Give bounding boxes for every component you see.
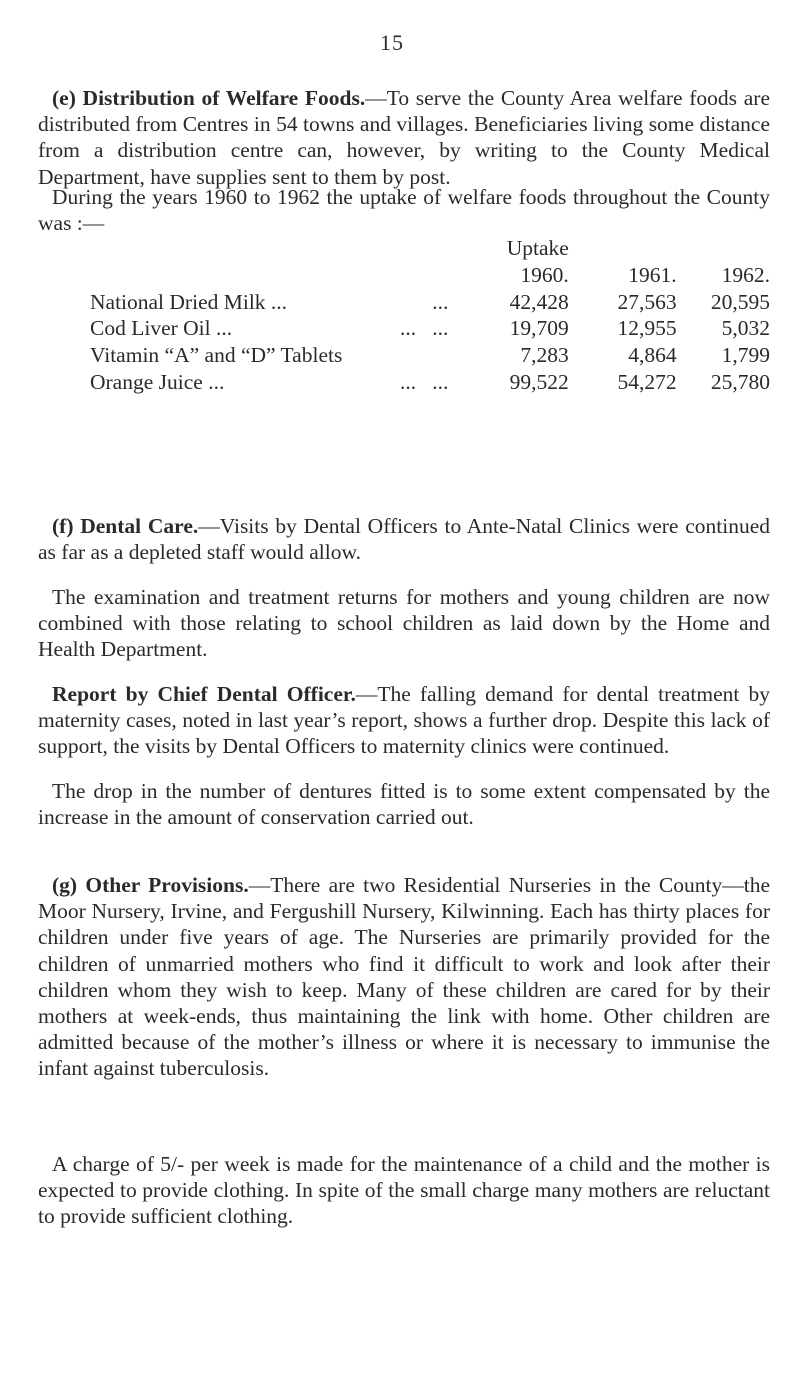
dental-report-paragraph bbox=[38, 681, 770, 760]
value-1961: 27,563 bbox=[617, 289, 677, 314]
section-f-paragraph-2: The examination and treatment returns for mothers and young children are now combined with those relating to school children as laid down by the Home and Health Department. bbox=[38, 585, 770, 662]
section-g-paragraph bbox=[38, 872, 770, 1082]
section-e-text: —To serve the County Area welfare foods are distributed from Centres in 54 towns and villages. Beneficiaries living some distance from a distribution centre can, however, by writing to the County Medical Department, have supplies sent to them by post. bbox=[38, 86, 770, 189]
table-group-header-row bbox=[38, 236, 770, 263]
value-1961: 12,955 bbox=[617, 316, 677, 341]
table-row bbox=[38, 290, 770, 317]
row-label: National Dried Milk ... bbox=[90, 289, 288, 314]
table-row bbox=[38, 343, 770, 370]
row-label: Orange Juice ... bbox=[90, 369, 225, 394]
year-header-1961: 1961. bbox=[628, 262, 677, 287]
section-g-paragraph-2: A charge of 5/- per week is made for the maintenance of a child and the mother is expected to provide clothing. In spite of the small charge many mothers are reluctant to provide sufficient clothing. bbox=[38, 1152, 770, 1229]
value-1961: 54,272 bbox=[617, 369, 677, 394]
row-label: Vitamin “A” and “D” Tablets bbox=[90, 343, 343, 368]
value-1961: 4,864 bbox=[628, 343, 677, 368]
page-number: 15 bbox=[380, 30, 404, 55]
value-1962: 25,780 bbox=[710, 369, 770, 394]
table-row bbox=[38, 316, 770, 343]
value-1960: 99,522 bbox=[509, 369, 569, 394]
table-row bbox=[38, 370, 770, 397]
welfare-foods-uptake-table bbox=[38, 236, 770, 397]
section-e-paragraph bbox=[38, 85, 770, 190]
row-leader-dots: ... bbox=[432, 289, 449, 314]
year-header-1960: 1960. bbox=[520, 262, 569, 287]
value-1962: 5,032 bbox=[721, 316, 770, 341]
section-f-text: —Visits by Dental Officers to Ante-Natal Clinics were continued as far as a depleted staff would allow. bbox=[38, 514, 770, 565]
section-f-heading: (f) Dental Care. bbox=[52, 514, 199, 538]
row-leader-dots: ... ... bbox=[400, 316, 449, 341]
value-1962: 1,799 bbox=[721, 343, 770, 368]
dental-report-text: —The falling demand for dental treatment by maternity cases, noted in last year’s report, shows a further drop. Despite this lack of support, the visits by Dental Officers to maternity clinics were continued. bbox=[38, 682, 770, 759]
value-1962: 20,595 bbox=[710, 289, 770, 314]
row-label: Cod Liver Oil ... bbox=[90, 316, 233, 341]
value-1960: 7,283 bbox=[520, 343, 569, 368]
section-g-heading: (g) Other Provisions. bbox=[52, 873, 249, 897]
value-1960: 19,709 bbox=[509, 316, 569, 341]
dental-report-heading: Report by Chief Dental Officer. bbox=[52, 682, 356, 706]
uptake-intro: During the years 1960 to 1962 the uptake of welfare foods throughout the County was :— bbox=[38, 185, 770, 236]
section-e-heading: (e) Distribution of Welfare Foods. bbox=[52, 86, 366, 110]
table-year-header-row bbox=[38, 263, 770, 290]
value-1960: 42,428 bbox=[509, 289, 569, 314]
section-g-text: —There are two Residential Nurseries in the County—the Moor Nursery, Irvine, and Fergushill Nursery, Kilwinning. Each has thirty places for children under five years of age. The Nurseries are primarily provided for the children of unmarried mothers who find it difficult to work and look after their children whom they wish to keep. Many of these children are cared for by their mothers at week-ends, thus maintaining the link with home. Other children are admitted because of the mother’s illness or where it is necessary to immunise the infant against tuberculosis. bbox=[38, 873, 770, 1081]
uptake-header: Uptake bbox=[506, 236, 569, 260]
section-f-paragraph bbox=[38, 513, 770, 565]
section-f-paragraph-4: The drop in the number of dentures fitted is to some extent compensated by the increase in the amount of conservation carried out. bbox=[38, 779, 770, 830]
row-leader-dots: ... ... bbox=[400, 369, 449, 394]
year-header-1962: 1962. bbox=[721, 262, 770, 287]
